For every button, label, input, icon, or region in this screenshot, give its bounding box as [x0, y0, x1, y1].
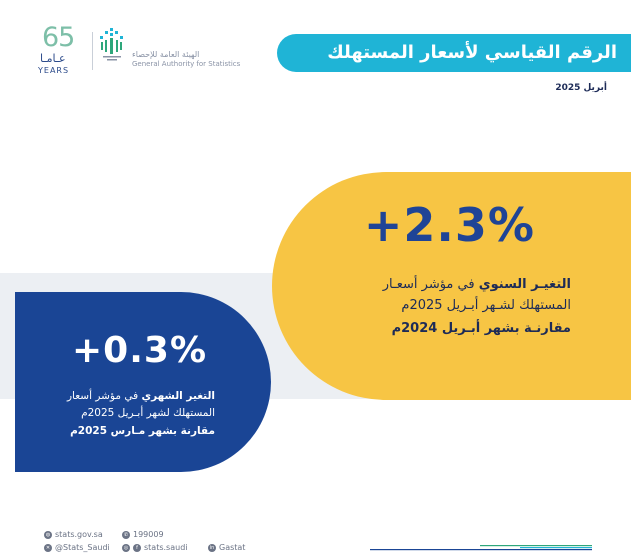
facebook-icon: f — [133, 544, 141, 552]
x-icon: ✕ — [45, 544, 51, 551]
linkedin-text: Gastat — [219, 543, 246, 552]
monthly-change-value: +0.3% — [72, 330, 208, 371]
title-banner — [277, 34, 631, 72]
annual-label: التغيـر السنوي — [478, 277, 571, 292]
footer-x-account[interactable] — [44, 543, 110, 552]
logo-divider — [92, 32, 93, 70]
report-date: أبريل 2025 — [555, 83, 607, 93]
footer-website[interactable] — [44, 530, 103, 539]
instagram-icon: ◎ — [123, 544, 129, 551]
monthly-description-line3: مقارنة بشهر مـارس 2025م — [70, 425, 215, 437]
org-name-english: General Authority for Statistics — [132, 60, 241, 68]
footer-social-account[interactable] — [122, 543, 188, 552]
website-text: stats.gov.sa — [55, 530, 103, 539]
anniversary-logo — [38, 24, 86, 78]
footer-phone[interactable] — [122, 530, 164, 539]
annual-label-rest: في مؤشر أسعـار — [382, 277, 479, 292]
annual-description-line2: المستهلك لشـهر أبـريل 2025م — [401, 298, 571, 313]
phone-icon: ✆ — [123, 531, 129, 538]
org-name-arabic: الهيئة العامة للإحصاء — [132, 50, 200, 59]
annual-description-line3: مقارنـة بشهر أبـريل 2024م — [391, 321, 571, 336]
monthly-label: التغير الشهري — [141, 390, 215, 402]
logo-arabic: عـامـا — [40, 52, 66, 65]
monthly-description-line1 — [67, 390, 215, 402]
monthly-label-rest: في مؤشر أسعار — [66, 390, 142, 402]
annual-change-value: +2.3% — [363, 198, 535, 252]
monthly-description-line2: المستهلك لشهر أبـريل 2025م — [81, 407, 215, 419]
annual-description-line1 — [383, 277, 571, 292]
monthly-change-card — [15, 292, 271, 472]
gastat-logo-icon — [98, 28, 126, 64]
globe-icon: ◍ — [45, 531, 51, 538]
page-title: الرقم القياسي لأسعار المستهلك — [327, 42, 617, 63]
logo-english: YEARS — [38, 66, 70, 75]
linkedin-icon: in — [209, 544, 215, 551]
x-handle-text: @Stats_Saudi — [55, 543, 110, 552]
social-handle-text: stats.saudi — [144, 543, 188, 552]
footer-linkedin[interactable] — [208, 543, 245, 552]
logo-number: 65 — [42, 22, 75, 53]
phone-text: 199009 — [133, 530, 164, 539]
footer-decoration — [370, 545, 592, 551]
